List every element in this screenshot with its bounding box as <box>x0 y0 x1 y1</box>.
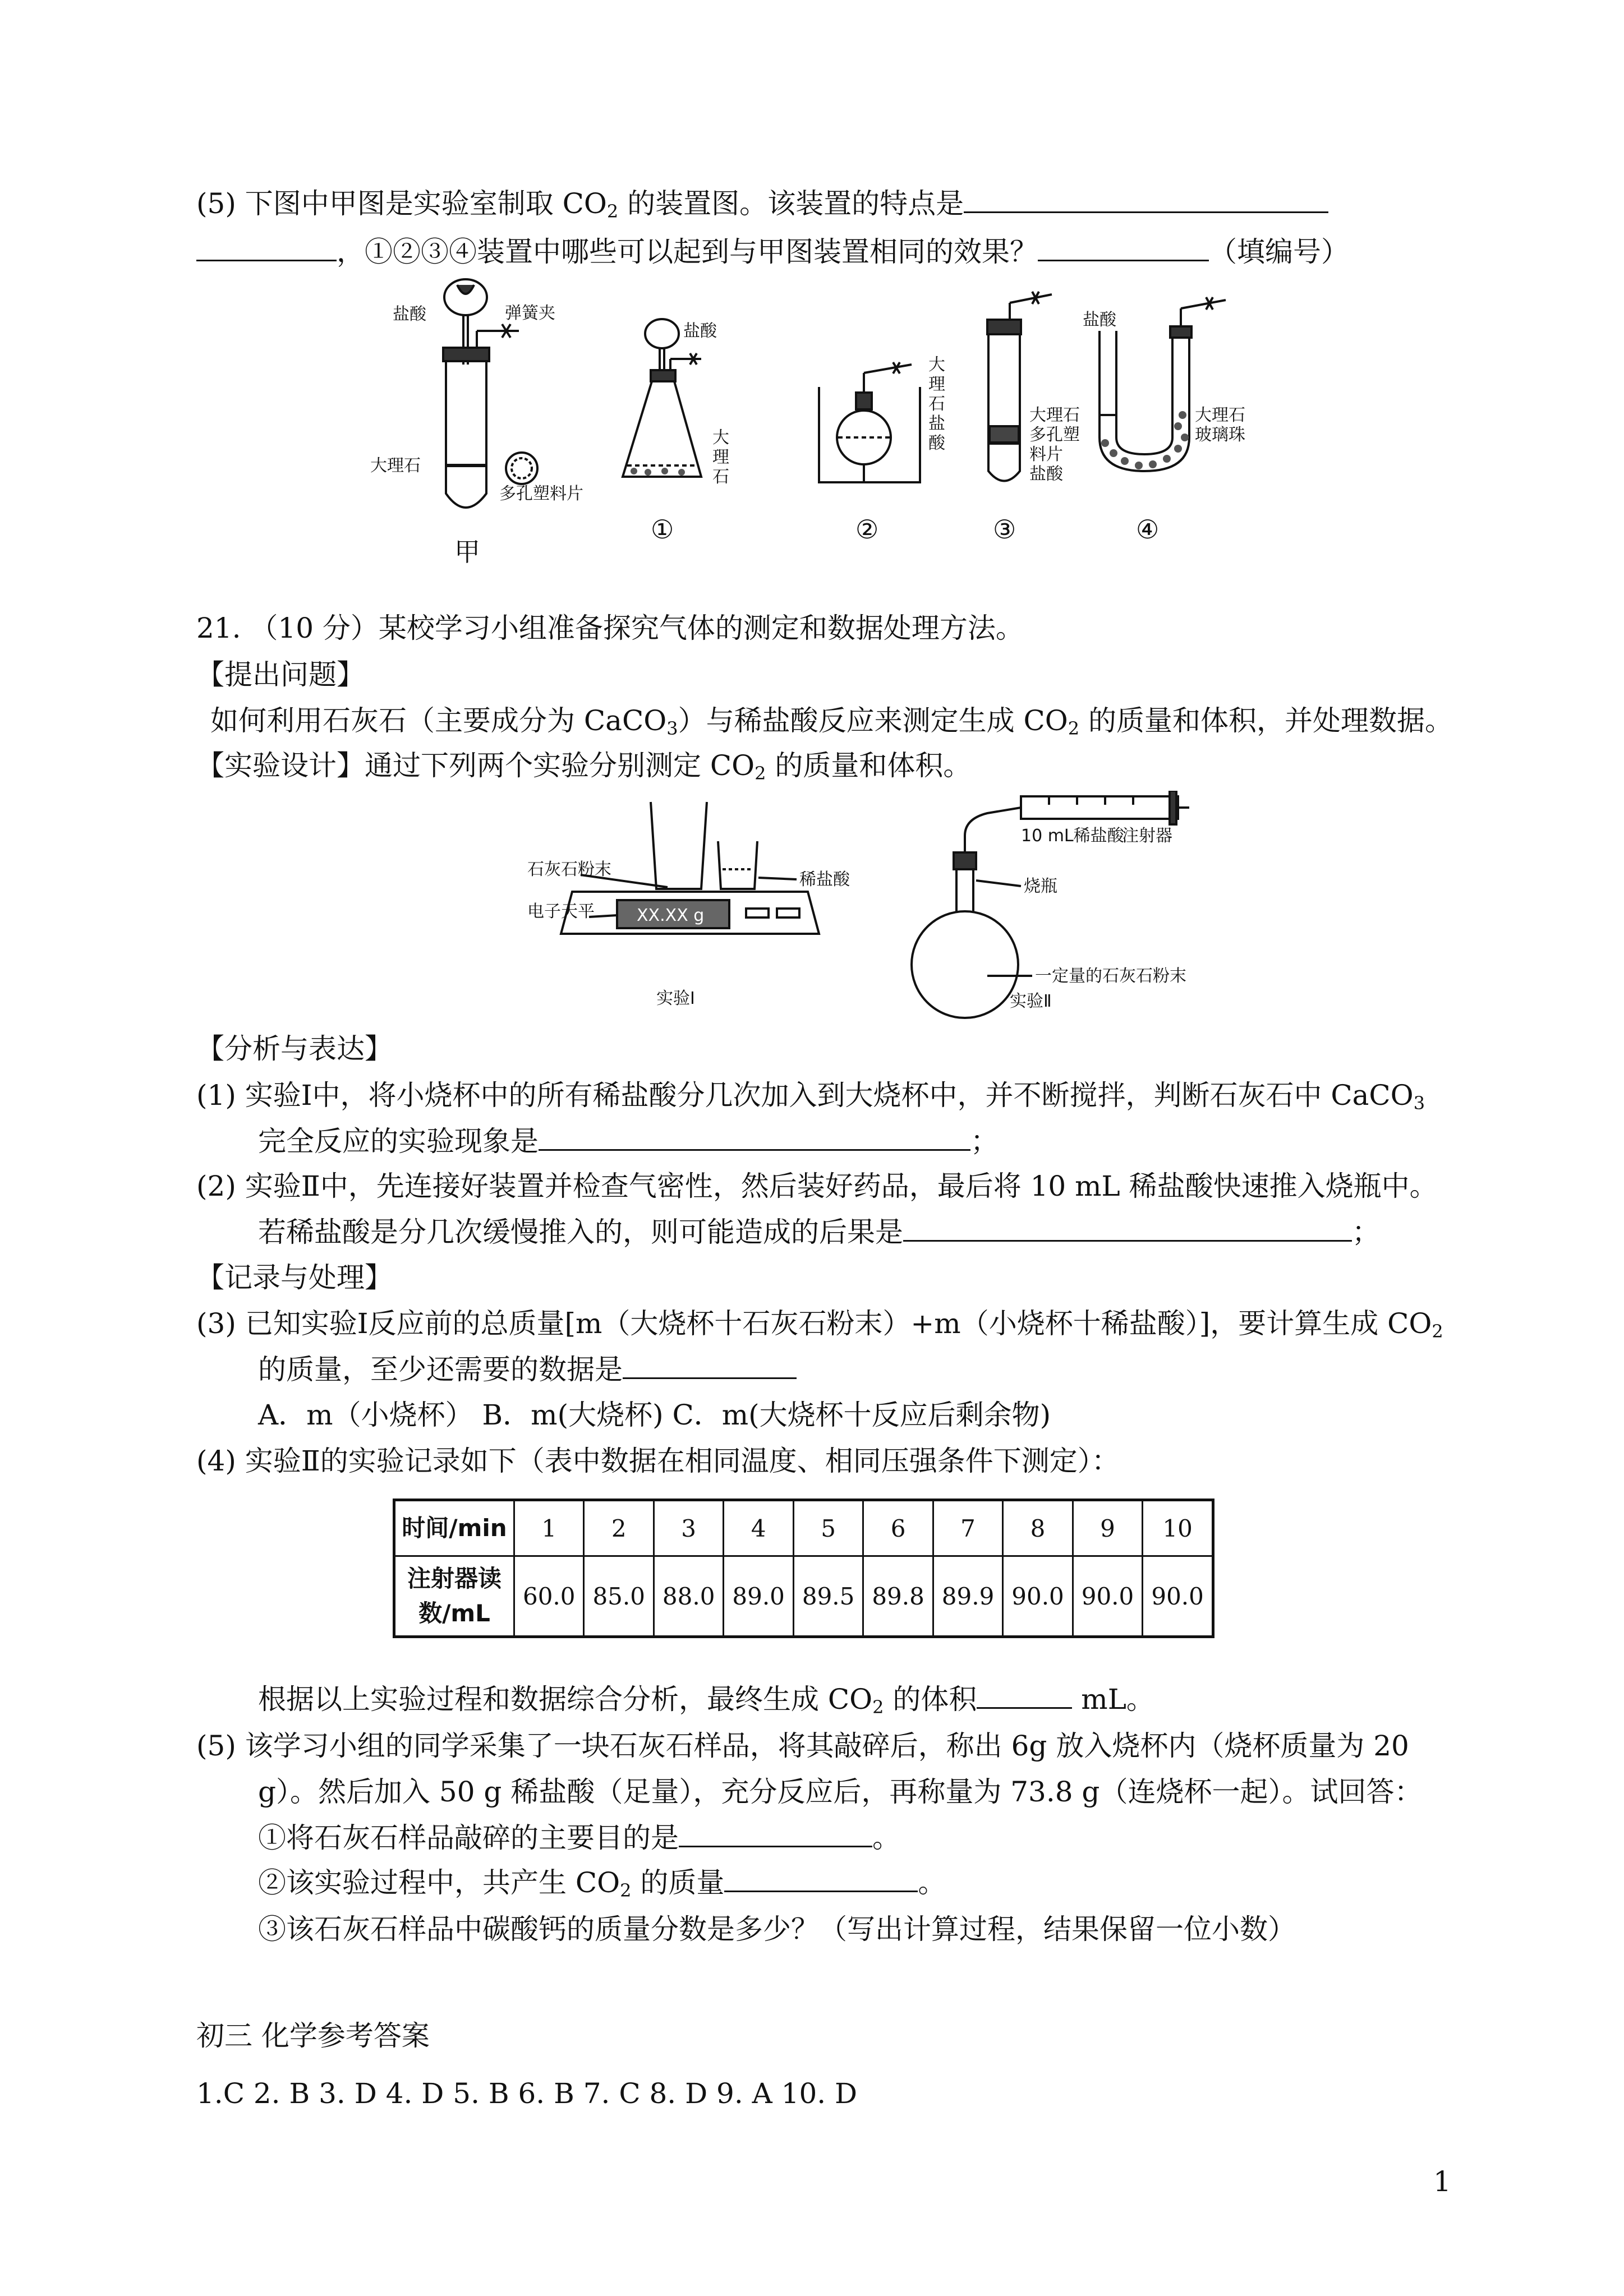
a2-line2: 若稀盐酸是分几次缓慢推入的，则可能造成的后果是 ； <box>258 1212 1380 1252</box>
label-f2-e: 酸 <box>928 434 945 453</box>
question-text: 如何利用石灰石（主要成分为 CaCO$_3$）与稀盐酸反应来测定生成 $CO_2$ 的质量和体积，并处理数据。 <box>210 704 1453 739</box>
label-f4-beads: 玻璃珠 <box>1195 425 1245 445</box>
a2-line1: (2) 实验Ⅱ中，先连接好装置并检查气密性，然后装好药品，最后将 10 mL 稀盐酸快速推入烧瓶中。 <box>196 1170 1438 1202</box>
label-f3-hcl: 盐酸 <box>1029 464 1063 484</box>
label-f1-marble-3: 石 <box>712 467 729 487</box>
time-cell: 8 <box>1003 1500 1073 1556</box>
time-cell: 3 <box>654 1500 723 1556</box>
reading-cell: 60.0 <box>514 1556 584 1637</box>
time-cell: 10 <box>1143 1500 1213 1556</box>
label-f3-plate1: 多孔塑 <box>1029 425 1080 445</box>
page-number: 1 <box>1433 2165 1451 2198</box>
reading-cell: 89.8 <box>863 1556 933 1637</box>
reading-cell: 85.0 <box>584 1556 654 1637</box>
time-cell: 9 <box>1073 1500 1142 1556</box>
label-jia: 甲 <box>454 537 480 567</box>
answer-blank[interactable] <box>964 186 1328 213</box>
label-f1-hcl: 盐酸 <box>683 321 717 341</box>
label-jia-plate: 多孔塑料片 <box>499 484 583 504</box>
q5-line1: (5) 下图中甲图是实验室制取 $CO_2$ 的装置图。该装置的特点是 <box>196 184 1328 231</box>
answer-blank[interactable] <box>196 234 337 261</box>
answer-blank[interactable] <box>903 1214 1352 1242</box>
apparatus-figure <box>359 275 1301 589</box>
table-header-time: 时间/min <box>394 1500 514 1556</box>
label-f4-hcl: 盐酸 <box>1083 310 1116 330</box>
heading-record: 【记录与处理】 <box>196 1261 393 1294</box>
label-f2-d: 盐 <box>928 414 945 434</box>
label-exp2-flask: 烧瓶 <box>1024 877 1057 896</box>
answer-blank[interactable] <box>1038 234 1209 261</box>
a1-line1: (1) 实验Ⅰ中，将小烧杯中的所有稀盐酸分几次加入到大烧杯中，并不断搅拌，判断石灰石中 CaCO$_3$ <box>196 1079 1425 1114</box>
answer-blank[interactable] <box>539 1123 970 1151</box>
label-f2-b: 理 <box>928 375 945 394</box>
q21-title: 21. （10 分）某校学习小组准备探究气体的测定和数据处理方法。 <box>196 612 1024 644</box>
design-text: 【实验设计】通过下列两个实验分别测定 $CO_2$ 的质量和体积。 <box>196 749 972 784</box>
r5-line2: g）。然后加入 50 g 稀盐酸（足量），充分反应后，再称量为 73.8 g（连烧杯一起）。试回答： <box>258 1776 1423 1808</box>
label-exp1: 实验Ⅰ <box>656 989 695 1008</box>
answer-blank[interactable] <box>679 1820 872 1847</box>
answers-line: 1.C 2. B 3. D 4. D 5. B 6. B 7. C 8. D 9. A 10. D <box>196 2077 858 2110</box>
r4-after: 根据以上实验过程和数据综合分析，最终生成 $CO_2$ 的体积 mL。 <box>258 1680 1154 1727</box>
label-f2-a: 大 <box>928 355 945 375</box>
label-f1: ① <box>651 514 674 545</box>
experiments-figure <box>527 791 1189 1026</box>
label-f2: ② <box>855 514 879 545</box>
time-cell: 5 <box>793 1500 863 1556</box>
reading-cell: 88.0 <box>654 1556 723 1637</box>
heading-analysis: 【分析与表达】 <box>196 1032 393 1065</box>
answer-blank[interactable] <box>623 1352 797 1379</box>
q5-line2: ，①②③④装置中哪些可以起到与甲图装置相同的效果？ （填编号） <box>196 232 1349 271</box>
reading-cell: 90.0 <box>1073 1556 1142 1637</box>
label-exp1-acid: 稀盐酸 <box>799 870 850 889</box>
label-f1-marble-2: 理 <box>712 448 729 467</box>
a1-line2: 完全反应的实验现象是 ； <box>258 1122 999 1161</box>
label-f4-marble: 大理石 <box>1195 405 1245 425</box>
time-cell: 4 <box>724 1500 793 1556</box>
label-f4: ④ <box>1136 514 1160 545</box>
reading-cell: 89.9 <box>933 1556 1002 1637</box>
label-jia-marble: 大理石 <box>370 456 421 476</box>
label-f3-marble: 大理石 <box>1029 405 1080 425</box>
label-f3-plate2: 料片 <box>1029 445 1063 464</box>
reading-cell: 89.5 <box>793 1556 863 1637</box>
r4-line: (4) 实验Ⅱ的实验记录如下（表中数据在相同温度、相同压强条件下测定）： <box>196 1445 1120 1477</box>
label-exp2-powder: 一定量的石灰石粉末 <box>1035 966 1186 986</box>
r5-line1: (5) 该学习小组的同学采集了一块石灰石样品，将其敲碎后，称出 6g 放入烧杯内（烧杯质量为 20 <box>196 1730 1409 1762</box>
label-exp2-acid: 10 mL稀盐酸 <box>1021 826 1124 846</box>
label-jia-hcl: 盐酸 <box>393 305 426 324</box>
answer-blank[interactable] <box>977 1681 1072 1709</box>
r3-options: A．m（小烧杯） B．m(大烧杯) C．m(大烧杯十反应后剩余物) <box>258 1399 1051 1431</box>
reading-cell: 89.0 <box>724 1556 793 1637</box>
label-jia-clip: 弹簧夹 <box>505 303 555 323</box>
label-exp1-balance: 电子天平 <box>527 902 595 921</box>
answers-title: 初三 化学参考答案 <box>196 2020 430 2052</box>
r5-sub1: ①将石灰石样品敲碎的主要目的是 。 <box>258 1818 900 1857</box>
r5-sub3: ③该石灰石样品中碳酸钙的质量分数是多少？（写出计算过程，结果保留一位小数） <box>258 1913 1296 1945</box>
answer-blank[interactable] <box>724 1865 918 1892</box>
time-cell: 2 <box>584 1500 654 1556</box>
label-f1-marble-1: 大 <box>712 428 729 448</box>
reading-cell: 90.0 <box>1143 1556 1213 1637</box>
label-exp1-powder: 石灰石粉末 <box>527 860 611 879</box>
heading-question: 【提出问题】 <box>196 658 365 691</box>
time-cell: 1 <box>514 1500 584 1556</box>
label-exp2-syringe: 注射器 <box>1122 826 1172 846</box>
r5-sub2: ②该实验过程中，共产生 $CO_2$ 的质量 。 <box>258 1863 946 1910</box>
label-f3: ③ <box>993 514 1016 545</box>
r3-line1: (3) 已知实验Ⅰ反应前的总质量[m（大烧杯十石灰石粉末）+m（小烧杯十稀盐酸）]，要计算生成 $CO_2$ <box>196 1307 1443 1342</box>
balance-display: XX.XX g <box>637 906 705 925</box>
label-exp2: 实验Ⅱ <box>1010 992 1052 1011</box>
reading-cell: 90.0 <box>1003 1556 1073 1637</box>
data-table <box>393 1499 1214 1638</box>
time-cell: 6 <box>863 1500 933 1556</box>
time-cell: 7 <box>933 1500 1002 1556</box>
label-f2-c: 石 <box>928 394 945 414</box>
r3-line2: 的质量，至少还需要的数据是 <box>258 1350 797 1389</box>
table-header-reading: 注射器读 数/mL <box>394 1556 514 1637</box>
